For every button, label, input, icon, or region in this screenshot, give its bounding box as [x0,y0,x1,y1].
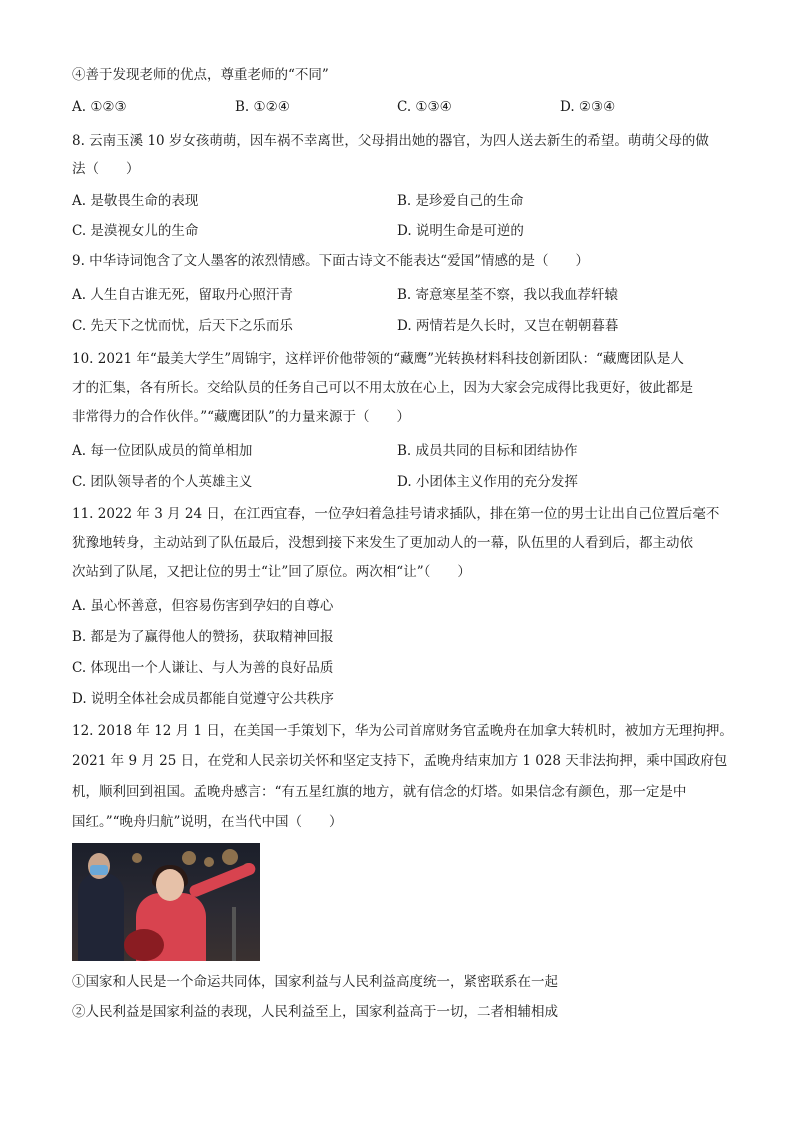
option-q7-b: B. ①②④ [235,99,290,115]
text-line-q10-stem-2: 才的汇集，各有所长。交给队员的任务自己可以不用太放在心上，因为大家会完成得比我更好，彼此都是 [72,380,693,396]
text-line-q11-c: C. 体现出一个人谦让、与人为善的良好品质 [72,660,334,676]
option-q9-d: D. 两情若是久长时，又岂在朝朝暮暮 [397,318,619,334]
option-q9-b: B. 寄意寒星荃不察，我以我血荐轩辕 [397,287,619,303]
option-q8-c: C. 是漠视女儿的生命 [72,223,199,239]
text-line-q12-stem-1: 12. 2018 年 12 月 1 日，在美国一手策划下，华为公司首席财务官孟晚舟在加拿大转机时，被加方无理拘押。 [72,723,733,739]
option-q10-b: B. 成员共同的目标和团结协作 [397,443,578,459]
meng-wanzhou-return-photo [72,843,260,961]
text-line-q12-stem-3: 机，顺利回到祖国。孟晚舟感言：“有五星红旗的地方，就有信念的灯塔。如果信念有颜色，那一定是中 [72,784,687,800]
text-line-q10-stem-3: 非常得力的合作伙伴。”“藏鹰团队”的力量来源于（ ） [72,409,410,425]
text-line-q11-a: A. 虽心怀善意，但容易伤害到孕妇的自尊心 [72,598,334,614]
option-q10-a: A. 每一位团队成员的简单相加 [72,443,253,459]
text-line-q11-d: D. 说明全体社会成员都能自觉遵守公共秩序 [72,691,334,707]
option-q7-a: A. ①②③ [72,99,127,115]
text-line-q9-stem: 9. 中华诗词饱含了文人墨客的浓烈情感。下面古诗文不能表达“爱国”情感的是（ ） [72,253,589,269]
text-line-q7-item4: ④善于发现老师的优点，尊重老师的“不同” [72,67,329,83]
option-q8-a: A. 是敬畏生命的表现 [72,193,199,209]
text-line-q11-stem-1: 11. 2022 年 3 月 24 日，在江西宜春，一位孕妇着急挂号请求插队，排在第一位的男士让出自己位置后毫不 [72,506,720,522]
option-q7-d: D. ②③④ [560,99,616,115]
text-line-q12-item2: ②人民利益是国家利益的表现，人民利益至上，国家利益高于一切，二者相辅相成 [72,1004,558,1020]
option-q10-d: D. 小团体主义作用的充分发挥 [397,474,578,490]
text-line-q12-item1: ①国家和人民是一个命运共同体，国家利益与人民利益高度统一，紧密联系在一起 [72,974,558,990]
option-q8-b: B. 是珍爱自己的生命 [397,193,524,209]
text-line-q11-stem-2: 犹豫地转身，主动站到了队伍最后，没想到接下来发生了更加动人的一幕，队伍里的人看到后，都主动依 [72,535,693,551]
text-line-q11-stem-3: 次站到了队尾，又把让位的男士“让”回了原位。两次相“让”（ ） [72,564,471,580]
option-q9-c: C. 先天下之忧而忧，后天下之乐而乐 [72,318,293,334]
text-line-q12-stem-2: 2021 年 9 月 25 日，在党和人民亲切关怀和坚定支持下，孟晚舟结束加方 1 028 天非法拘押，乘中国政府包 [72,753,728,769]
text-line-q12-stem-4: 国红。”“晚舟归航”说明，在当代中国（ ） [72,814,343,830]
option-q9-a: A. 人生自古谁无死，留取丹心照汗青 [72,287,293,303]
option-q10-c: C. 团队领导者的个人英雄主义 [72,474,253,490]
text-line-q8-stem-1: 8. 云南玉溪 10 岁女孩萌萌，因车祸不幸离世，父母捐出她的器官，为四人送去新生的希望。萌萌父母的做 [72,133,709,149]
text-line-q10-stem-1: 10. 2021 年“最美大学生”周锦宇，这样评价他带领的“藏鹰”光转换材料科技创新团队：“藏鹰团队是人 [72,351,684,367]
option-q8-d: D. 说明生命是可逆的 [397,223,524,239]
text-line-q8-stem-2: 法（ ） [72,161,140,177]
text-line-q11-b: B. 都是为了赢得他人的赞扬，获取精神回报 [72,629,334,645]
option-q7-c: C. ①③④ [397,99,452,115]
